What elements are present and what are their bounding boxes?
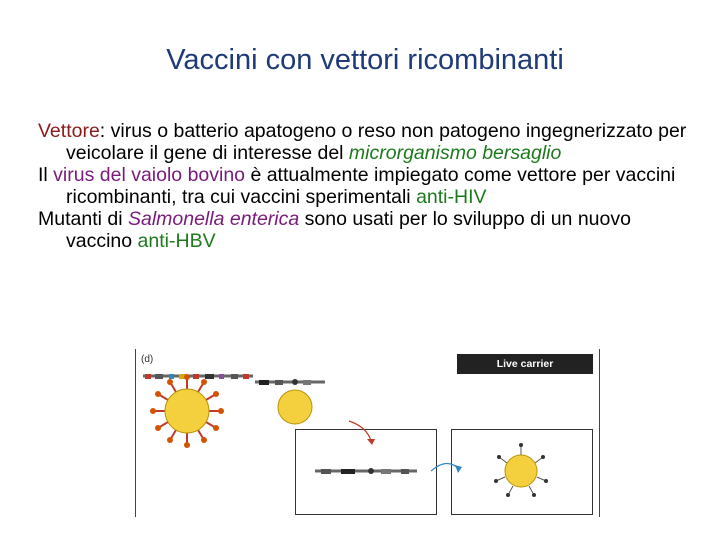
text: : virus o batterio apatogeno o reso non patogeno ingegnerizzato per veicolare il gene di interesse del <box>66 120 687 164</box>
target-microrganismo: microrganismo bersaglio <box>348 142 562 164</box>
gene-fragment-strand <box>255 379 325 385</box>
live-carrier-figure <box>135 349 600 519</box>
arrow-to-recombinant-icon <box>349 421 375 445</box>
paragraph-vaiolo <box>38 164 698 208</box>
carrier-cell-icon <box>278 390 312 424</box>
recombinant-dna-strand <box>315 468 417 474</box>
text: Il <box>38 164 54 186</box>
pathogen-genome-strand <box>143 374 253 379</box>
text: sono usati per lo sviluppo di un nuovo vaccino <box>66 208 631 252</box>
target-anti-hbv: anti-HBV <box>137 230 216 252</box>
target-anti-hiv: anti-HIV <box>416 186 487 208</box>
figure-illustration <box>135 349 600 519</box>
slide-body <box>38 120 698 252</box>
term-vaiolo-bovino: virus del vaiolo bovino <box>53 164 246 186</box>
live-carrier-banner: Live carrier <box>457 354 593 374</box>
panel-label: (d) <box>141 354 154 365</box>
organism-salmonella: Salmonella enterica <box>127 208 300 230</box>
slide-title: Vaccini con vettori ricombinanti <box>166 44 564 76</box>
live-carrier-expressing-icon <box>494 443 548 497</box>
paragraph-vettore <box>38 120 698 164</box>
paragraph-salmonella <box>38 208 698 252</box>
pathogen-spiked-icon <box>150 374 224 448</box>
term-vettore: Vettore <box>38 120 100 142</box>
text: Mutanti di <box>38 208 128 230</box>
arrow-to-carrier-icon <box>431 463 462 473</box>
text: è attualmente impiegato come vettore per vaccini ricombinanti, tra cui vaccini sperimentali <box>66 164 676 208</box>
